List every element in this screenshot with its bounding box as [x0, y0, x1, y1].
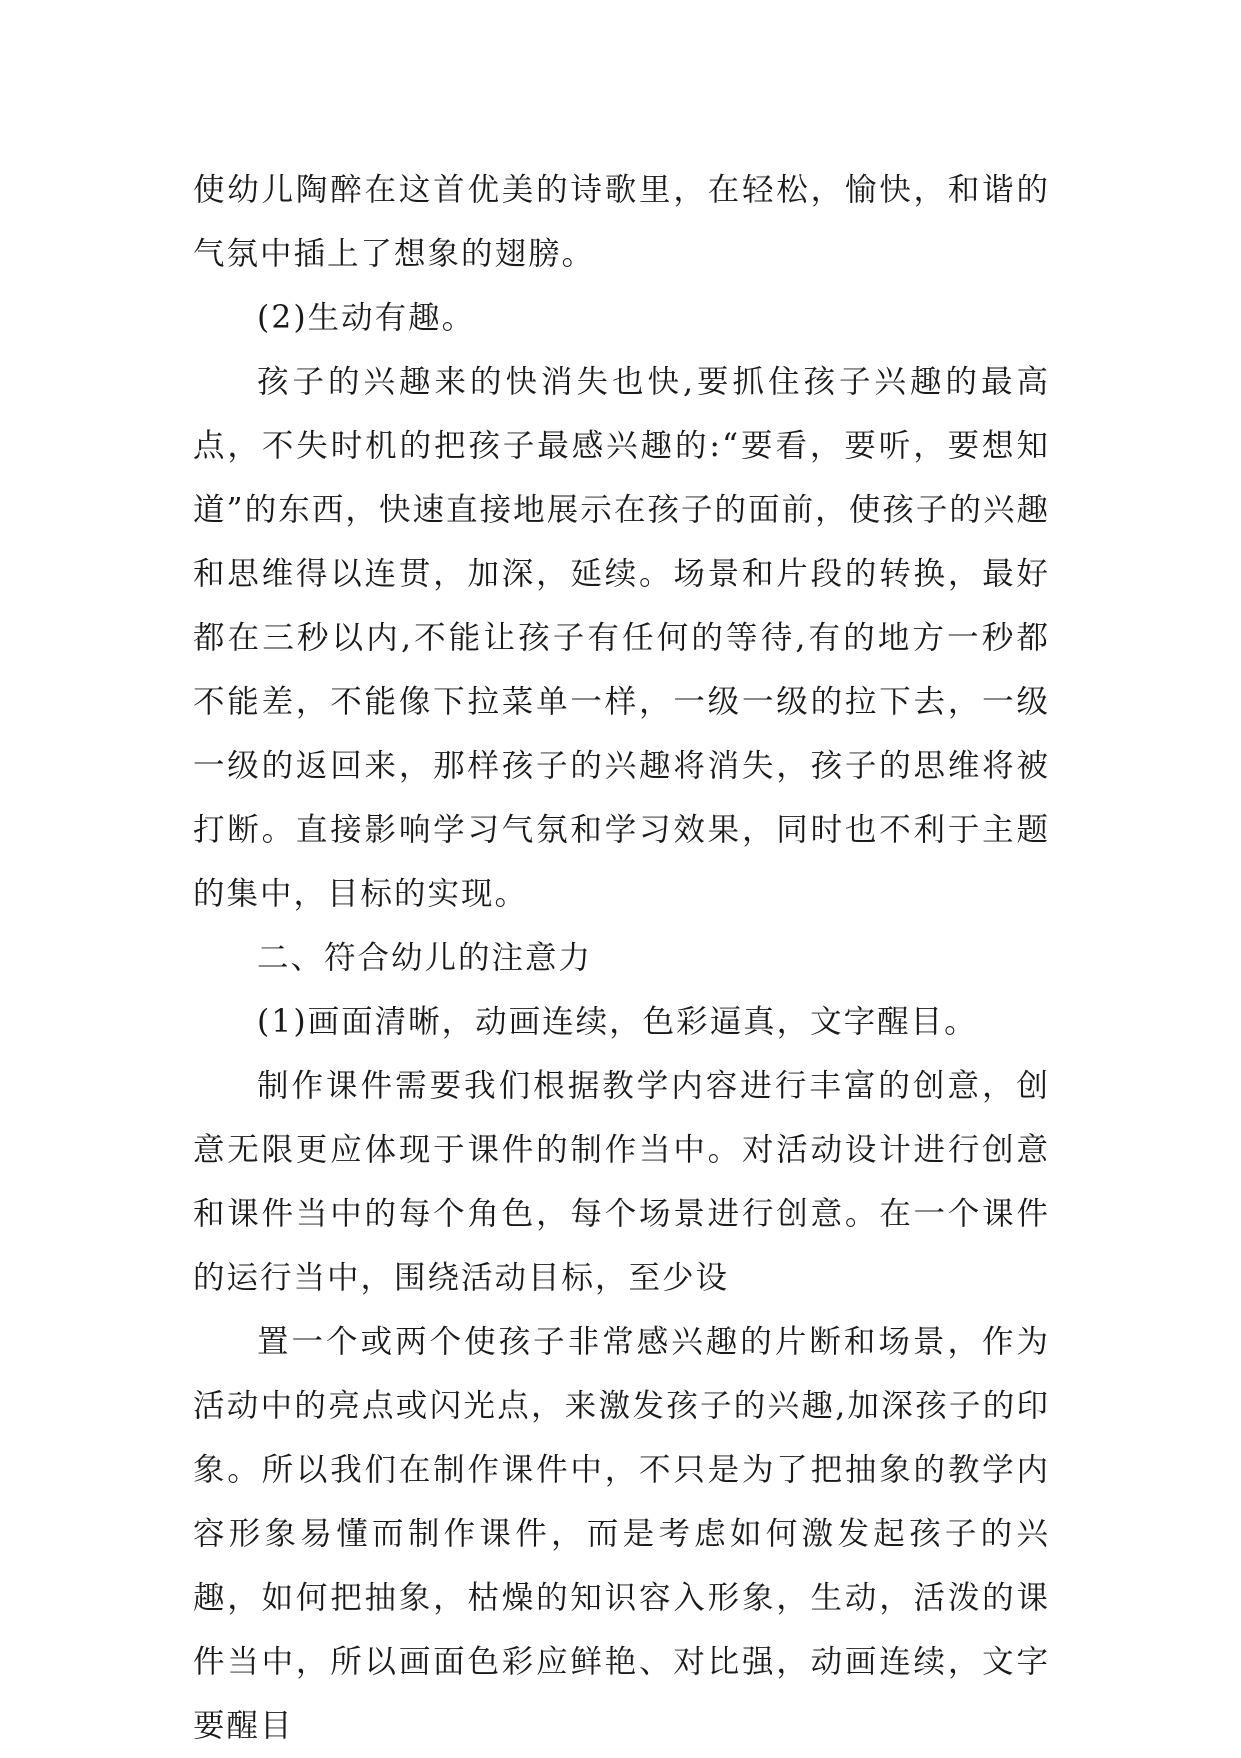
paragraph-5-subheading: (1)画面清晰，动画连续，色彩逼真，文字醒目。: [257, 1004, 978, 1040]
document-page: [193, 158, 1050, 1758]
paragraph-3: 孩子的兴趣来的快消失也快,要抓住孩子兴趣的最高点，不失时机的把孩子最感兴趣的:“要看，要听，要想知道”的东西，快速直接地展示在孩子的面前，使孩子的兴趣和思维得以连贯，加深，延续。场景和片段的转换，最好都在三秒以内,不能让孩子有任何的等待,有的地方一秒都不能差，不能像下拉菜单一样，一级一级的拉下去，一级一级的返回来，那样孩子的兴趣将消失，孩子的思维将被打断。直接影响学习气氛和学习效果，同时也不利于主题的集中，目标的实现。: [193, 364, 1050, 912]
section-heading-2: 二、符合幼儿的注意力: [257, 940, 593, 976]
paragraph-1: 使幼儿陶醉在这首优美的诗歌里，在轻松，愉快，和谐的气氛中插上了想象的翅膀。: [193, 172, 1050, 272]
paragraph-7: 置一个或两个使孩子非常感兴趣的片断和场景，作为活动中的亮点或闪光点，来激发孩子的兴趣,加深孩子的印象。所以我们在制作课件中，不只是为了把抽象的教学内容形象易懂而制作课件，而是考虑如何激发起孩子的兴趣，如何把抽象，枯燥的知识容入形象，生动，活泼的课件当中，所以画面色彩应鲜艳、对比强，动画连续，文字要醒目: [193, 1324, 1050, 1744]
paragraph-2-subheading: (2)生动有趣。: [257, 300, 476, 336]
paragraph-6: 制作课件需要我们根据教学内容进行丰富的创意，创意无限更应体现于课件的制作当中。对活动设计进行创意和课件当中的每个角色，每个场景进行创意。在一个课件的运行当中，围绕活动目标，至少设: [193, 1068, 1050, 1296]
